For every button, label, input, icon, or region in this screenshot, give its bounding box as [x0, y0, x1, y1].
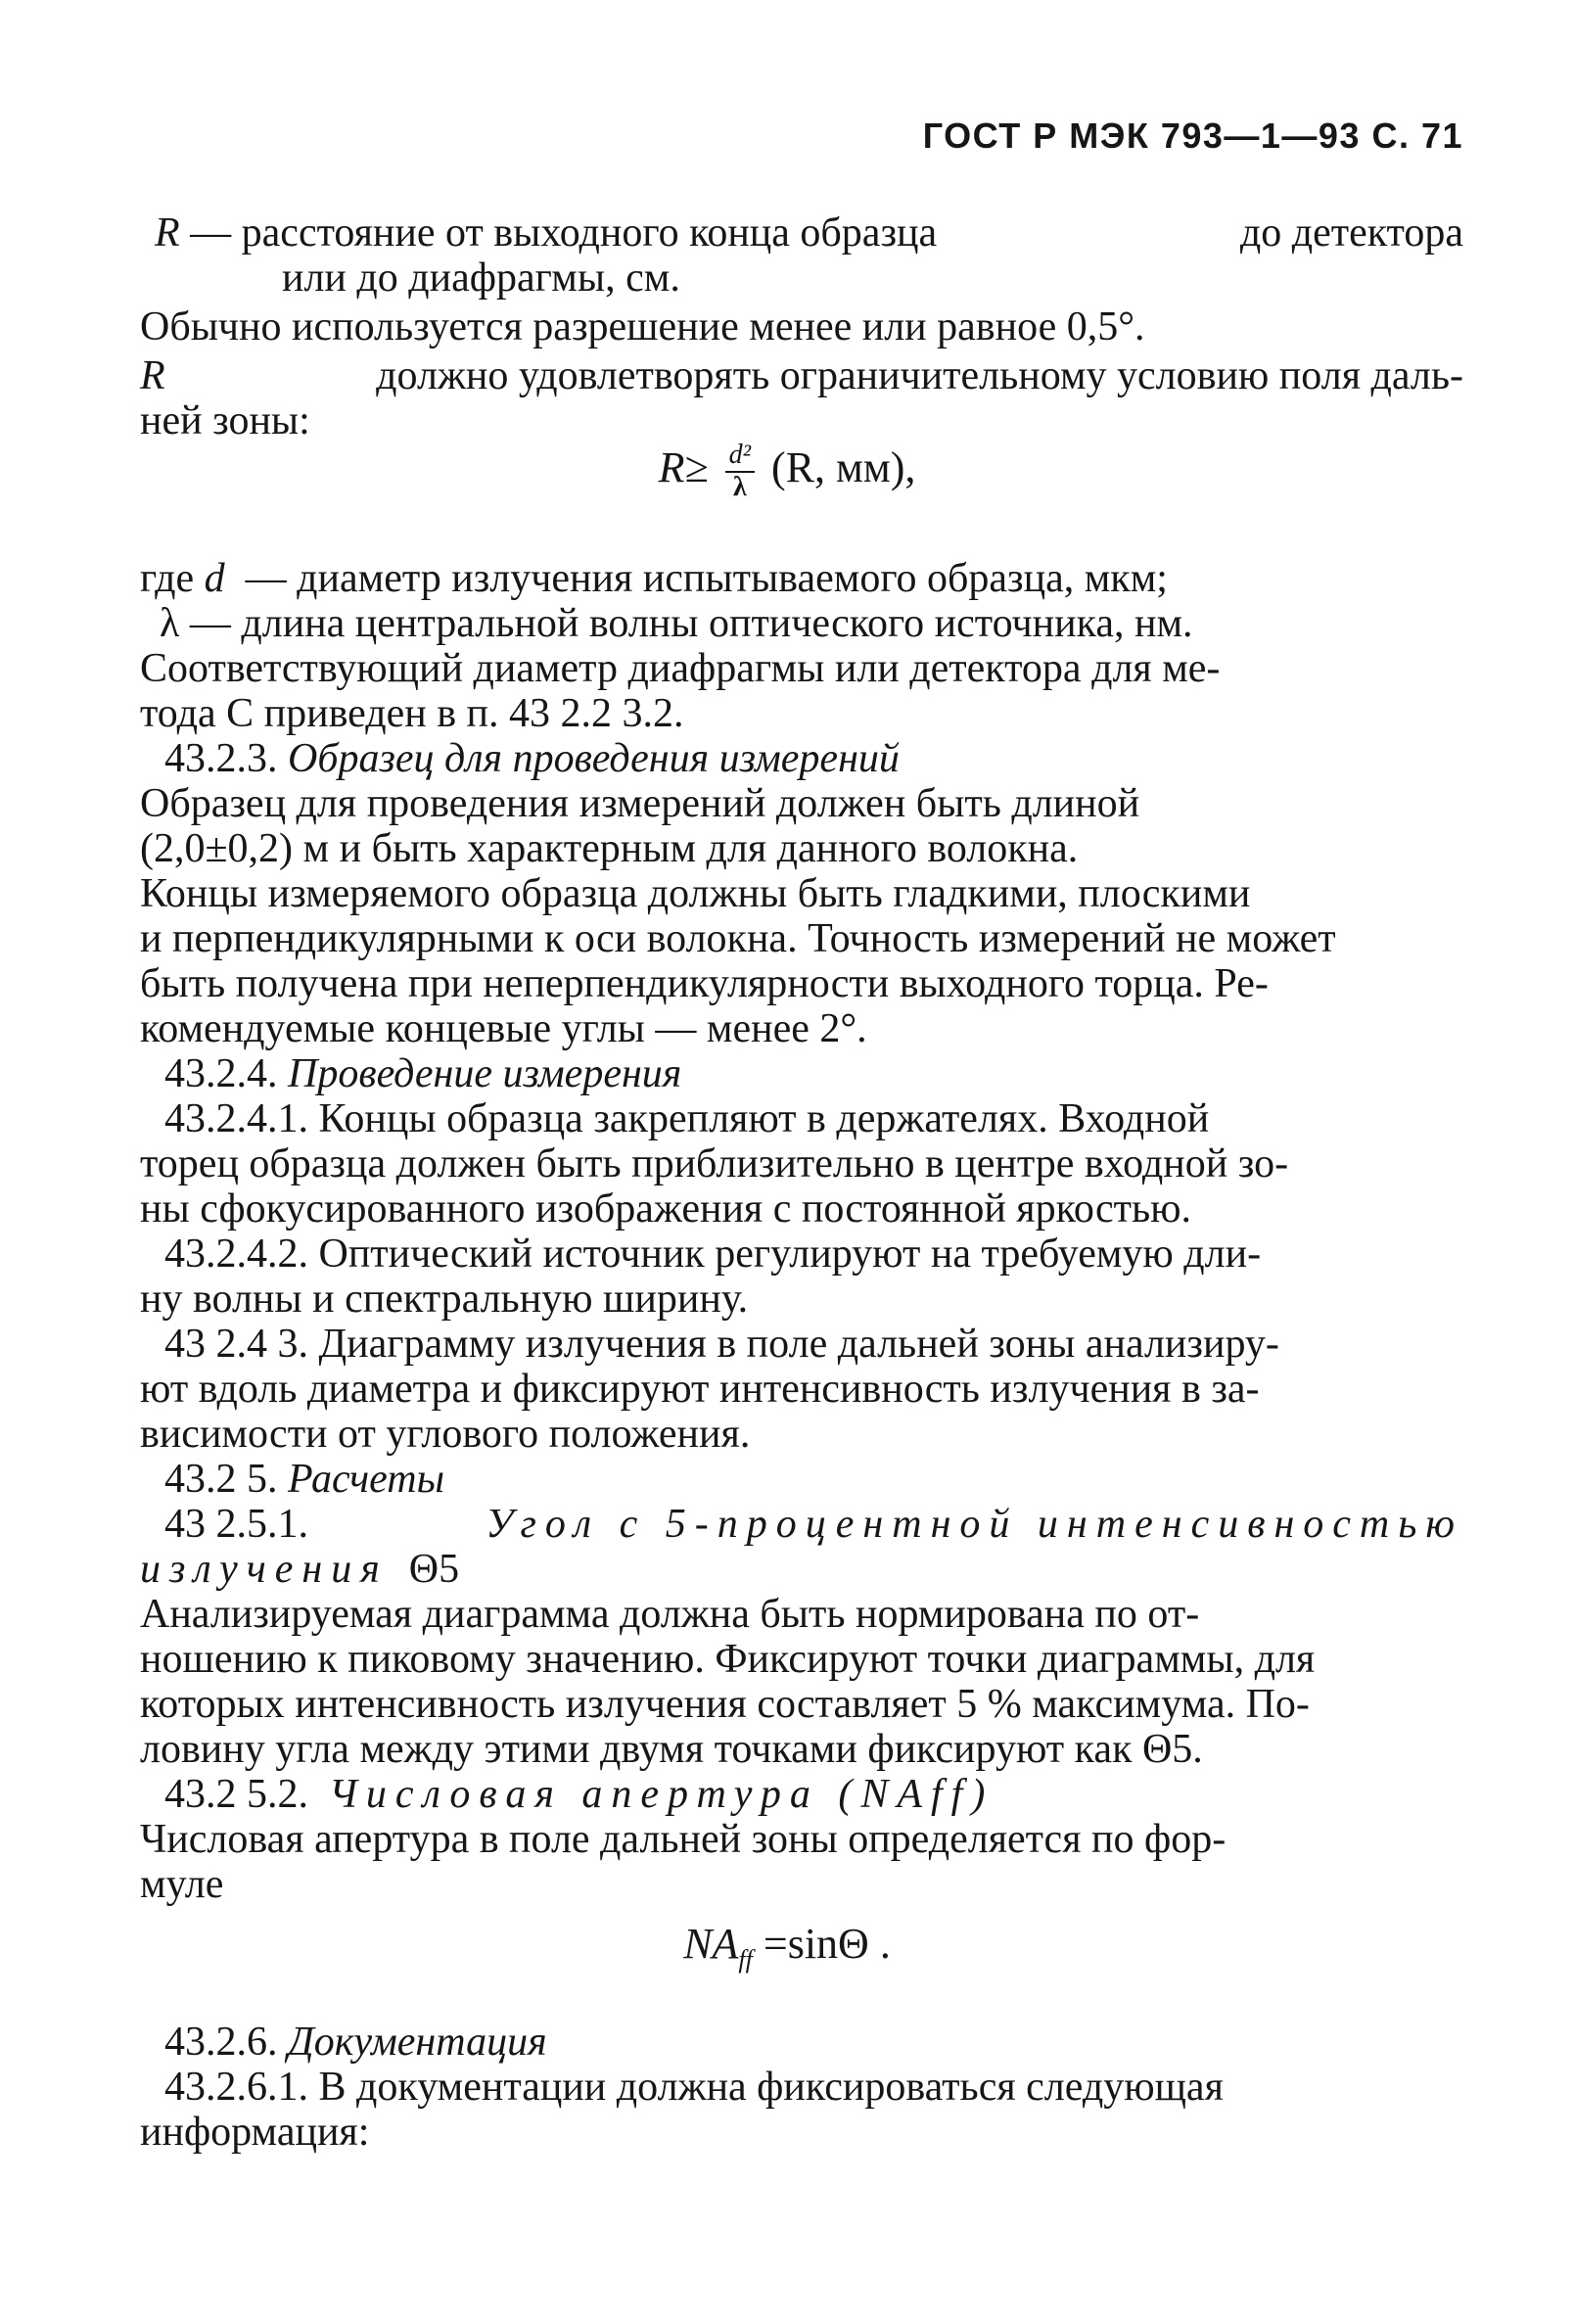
text-line: Образец для проведения измерений должен быть длиной	[140, 781, 1140, 826]
text-line: висимости от углового положения.	[140, 1412, 751, 1457]
formula-subscript: ff	[738, 1944, 753, 1974]
section-heading: 43.2.6. Документация	[164, 2020, 547, 2065]
text-line: ловину угла между этими двумя точками фиксируют как Θ5.	[140, 1727, 1203, 1772]
formula-numerical-aperture	[0, 1919, 1574, 1975]
variable: d	[204, 556, 225, 601]
section-heading: 43 2.5.1. Угол с 5-процентной интенсивностью	[164, 1502, 1463, 1547]
text-line: муле	[140, 1862, 224, 1907]
section-heading: 43.2 5.2. Числовая апертура (NAff)	[164, 1772, 995, 1817]
text-line: ношению к пиковому значению. Фиксируют точки диаграммы, для	[140, 1637, 1316, 1682]
text-line: 43.2.4.1. Концы образца закрепляют в держателях. Входной	[164, 1096, 1210, 1141]
text-block-3	[140, 2022, 1463, 2157]
text-line: 43.2.4.2. Оптический источник регулируют на требуемую дли-	[164, 1232, 1262, 1277]
text-block-2	[140, 558, 1463, 1909]
text-line: и перпендикулярными к оси волокна. Точность измерений не может	[140, 916, 1336, 961]
text-line: ну волны и спектральную ширину.	[140, 1277, 749, 1322]
text-block-1	[140, 212, 1463, 445]
text-line: Обычно используется разрешение менее или равное 0,5°.	[140, 304, 1145, 349]
section-heading: 43.2.4. Проведение измерения	[164, 1051, 682, 1096]
section-heading: 43.2 5. Расчеты	[164, 1457, 445, 1502]
text-line: ней зоны:	[140, 398, 310, 443]
text-line	[140, 355, 1463, 400]
formula-rhs: =sinΘ .	[763, 1920, 891, 1968]
text-line: торец образца должен быть приблизительно в центре входной зо-	[140, 1141, 1289, 1186]
variable: R	[140, 353, 165, 398]
text: должно удовлетворять ограничительному условию поля даль-	[376, 353, 1463, 398]
text-line: где d — диаметр излучения испытываемого образца, мкм;	[140, 556, 1168, 601]
symbol-theta5: Θ5	[408, 1547, 460, 1592]
formula-far-field	[0, 441, 1574, 503]
formula-lhs: NA	[683, 1920, 739, 1968]
text-line: 43.2.6.1. В документации должна фиксироваться следующая	[164, 2065, 1224, 2110]
text-line: Соответствующий диаметр диафрагмы или детектора для ме-	[140, 646, 1221, 691]
text: — расстояние от выходного конца образца	[190, 210, 938, 256]
text-line	[140, 212, 1463, 257]
formula-fraction	[725, 441, 755, 503]
text-line: 43 2.4 3. Диаграмму излучения в поле дальней зоны анализиру-	[164, 1322, 1279, 1367]
section-heading: излучения Θ5	[140, 1547, 460, 1592]
text-line: λ — длина центральной волны оптического источника, нм.	[160, 601, 1193, 646]
formula-rhs: (R, мм),	[771, 442, 916, 491]
formula-lhs: R≥	[658, 442, 709, 491]
text-line: или до диафрагмы, см.	[282, 256, 680, 301]
text-line: Концы измеряемого образца должны быть гладкими, плоскими	[140, 871, 1251, 916]
text-line: информация:	[140, 2110, 370, 2155]
text-line: тода С приведен в п. 43 2.2 3.2.	[140, 691, 684, 736]
text-line: ны сфокусированного изображения с постоянной яркостью.	[140, 1186, 1191, 1232]
section-heading: 43.2.3. Образец для проведения измерений	[164, 736, 900, 781]
text-line: быть получена при неперпендикулярности выходного торца. Ре-	[140, 961, 1269, 1006]
page-header: ГОСТ Р МЭК 793—1—93 С. 71	[922, 116, 1463, 156]
text-line: Анализируемая диаграмма должна быть нормирована по от-	[140, 1592, 1200, 1637]
text-line: (2,0±0,2) м и быть характерным для данного волокна.	[140, 826, 1079, 871]
fraction-numerator: d²	[725, 441, 755, 473]
variable: R	[155, 210, 180, 256]
text-line: комендуемые концевые углы — менее 2°.	[140, 1006, 867, 1051]
text-line: которых интенсивность излучения составляет 5 % максимума. По-	[140, 1682, 1310, 1727]
text-line: ют вдоль диаметра и фиксируют интенсивность излучения в за-	[140, 1367, 1260, 1412]
text-line: Числовая апертура в поле дальней зоны определяется по фор-	[140, 1817, 1227, 1862]
text: до детектора	[1239, 210, 1463, 256]
fraction-denominator: λ	[732, 471, 747, 502]
